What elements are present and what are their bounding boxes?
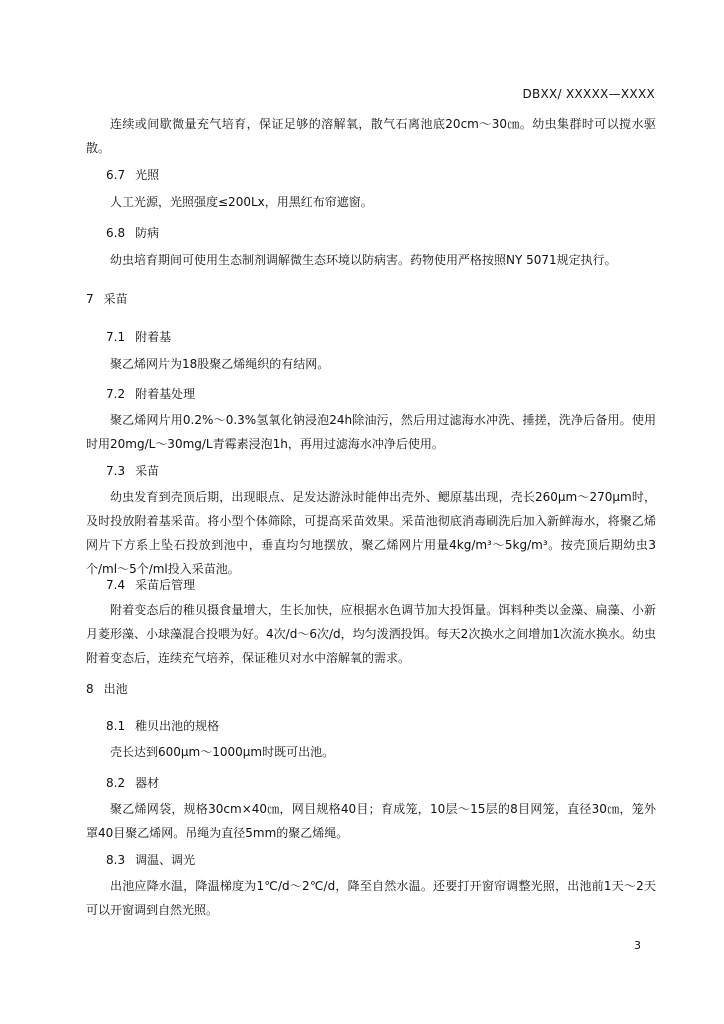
paragraph-spat-collection: 幼虫发育到壳顶后期，出现眼点、足发达游泳时能伸出壳外、鳃原基出现，壳长260μm～270μm时，及时投放附着基采苗。将小型个体筛除，可提高采苗效果。采苗池彻底消毒刷洗后加入新鲜海水，将聚乙烯网片下方系上坠石投放到池中，垂直均匀地摆放，聚乙烯网片用量4kg/m³～5kg/m³。按壳顶后期幼虫3个/ml～5个/ml投入采苗池。: [86, 490, 656, 576]
section-number: 8.2: [106, 776, 126, 790]
section-title: 采苗: [103, 292, 128, 306]
section-title: 附着基处理: [135, 387, 196, 401]
section-title: 调温、调光: [135, 853, 196, 867]
section-7-4-heading: [106, 576, 195, 594]
paragraph-post-collection-management: 附着变态后的稚贝摄食量增大，生长加快，应根据水色调节加大投饵量。饵料种类以金藻、扁藻、小新月菱形藻、小球藻混合投喂为好。4次/d～6次/d，均匀泼洒投饵。每天2次换水之间增加1次流水换水。幼虫附着变态后，连续充气培养，保证稚贝对水中溶解氧的需求。: [86, 603, 656, 665]
paragraph-aeration: 连续或间歇微量充气培育，保证足够的溶解氧，散气石离池底20cm～30㎝。幼虫集群时可以搅水驱散。: [86, 117, 656, 155]
section-title: 采苗后管理: [135, 578, 196, 592]
section-number: 6.7: [106, 168, 126, 182]
paragraph-lighting: 人工光源，光照强度≤200Lx，用黑红布帘遮窗。: [110, 195, 373, 209]
paragraph-disease-prevention: 幼虫培育期间可使用生态制剂调解微生态环境以防病害。药物使用严格按照NY 5071规定执行。: [110, 253, 617, 267]
section-7-heading: [86, 290, 128, 308]
section-6-7-heading: [106, 166, 159, 184]
paragraph-temperature-light: 出池应降水温，降温梯度为1℃/d～2℃/d，降至自然水温。还要打开窗帘调整光照，出池前1天～2天可以开窗调到自然光照。: [86, 879, 656, 917]
section-title: 出池: [103, 682, 128, 696]
section-8-3-heading: [106, 851, 195, 869]
section-title: 稚贝出池的规格: [135, 719, 220, 733]
section-number: 8: [86, 682, 94, 696]
section-8-1-heading: [106, 717, 219, 735]
section-number: 7.2: [106, 387, 126, 401]
section-6-8-heading: [106, 224, 159, 242]
paragraph-release-size: 壳长达到600μm～1000μm时既可出池。: [110, 745, 335, 759]
paragraph-equipment: 聚乙烯网袋，规格30cm×40㎝，网目规格40目；育成笼，10层～15层的8目网笼，直径30㎝，笼外罩40目聚乙烯网。吊绳为直径5mm的聚乙烯绳。: [86, 802, 656, 840]
paragraph-substrate-treatment: 聚乙烯网片用0.2%～0.3%氢氧化钠浸泡24h除油污，然后用过滤海水冲洗、捶搓，洗净后备用。使用时用20mg/L～30mg/L青霉素浸泡1h，再用过滤海水冲净后使用。: [86, 413, 656, 451]
section-7-1-heading: [106, 328, 171, 346]
paragraph-substrate: 聚乙烯网片为18股聚乙烯绳织的有结网。: [110, 357, 330, 371]
section-title: 采苗: [135, 464, 160, 478]
section-number: 6.8: [106, 226, 126, 240]
section-8-2-heading: [106, 774, 159, 792]
section-8-heading: [86, 680, 128, 698]
standard-code: DBXX/ XXXXX—XXXX: [522, 87, 655, 101]
section-7-3-heading: [106, 462, 159, 480]
section-7-2-heading: [106, 385, 195, 403]
section-number: 7.3: [106, 464, 126, 478]
section-title: 光照: [135, 168, 160, 182]
section-number: 8.3: [106, 853, 126, 867]
section-title: 器材: [135, 776, 160, 790]
section-title: 防病: [135, 226, 160, 240]
page-number: 3: [634, 939, 641, 952]
section-title: 附着基: [135, 330, 172, 344]
section-number: 7.4: [106, 578, 126, 592]
section-number: 8.1: [106, 719, 126, 733]
section-number: 7.1: [106, 330, 126, 344]
section-number: 7: [86, 292, 94, 306]
